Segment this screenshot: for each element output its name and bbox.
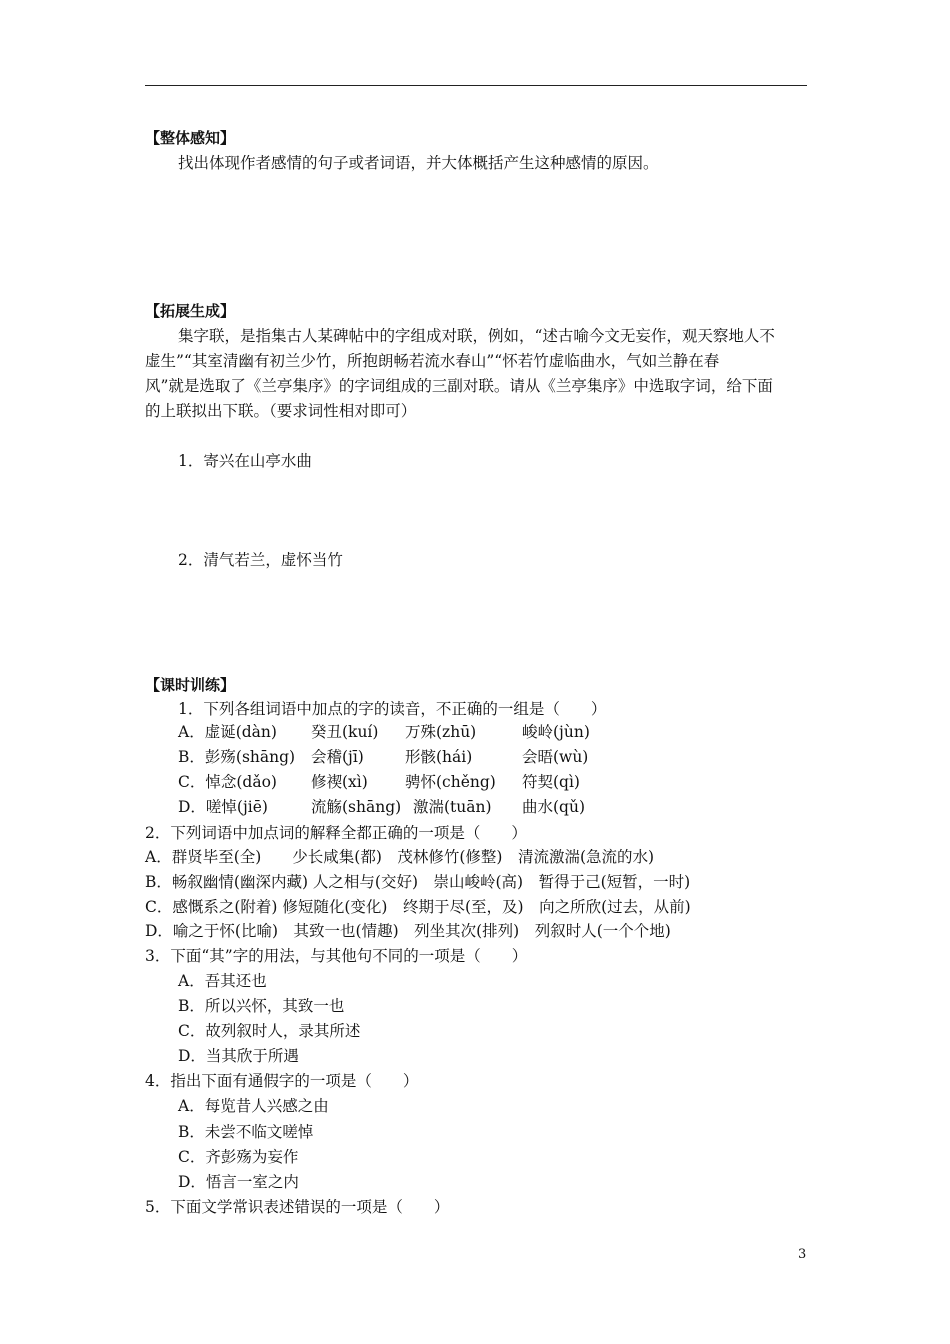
q3-option-d: D．当其欣于所遇: [178, 1047, 299, 1065]
overall-task-text: 找出体现作者感情的句子或者词语，并大体概括产生这种感情的原因。: [178, 154, 659, 172]
q3-option-b: B．所以兴怀，其致一也: [178, 997, 345, 1015]
question-1-stem: 1．下列各组词语中加点的字的读音，不正确的一组是（ ）: [178, 700, 607, 718]
q1-option-a-3: 万殊(zhū): [405, 723, 477, 741]
extension-paragraph-line: 集字联，是指集古人某碑帖中的字组成对联，例如，“述古喻今文无妄作，观天察地人不: [178, 327, 775, 345]
q3-option-a: A．吾其还也: [178, 972, 267, 990]
q4-option-c: C．齐彭殇为妄作: [178, 1148, 299, 1166]
q4-option-b: B．未尝不临文嗟悼: [178, 1123, 314, 1141]
q2-option-b: B．畅叙幽情(幽深内藏) 人之相与(交好) 崇山峻岭(高) 暂得于己(短暂，一时): [145, 873, 691, 891]
extension-paragraph-line: 的上联拟出下联。（要求词性相对即可）: [145, 402, 417, 420]
question-5-stem: 5．下面文学常识表述错误的一项是（ ）: [145, 1198, 450, 1216]
q1-option-d-2: 流觞(shāng): [311, 798, 402, 816]
page-number: 3: [798, 1247, 807, 1262]
q1-option-d-1: D．嗟悼(jiē): [178, 798, 268, 816]
q1-option-d-3: 激湍(tuān): [413, 798, 492, 816]
q3-option-c: C．故列叙时人，录其所述: [178, 1022, 361, 1040]
q1-option-d-4: 曲水(qǔ): [522, 798, 585, 816]
q2-option-d: D．喻之于怀(比喻) 其致一也(情趣) 列坐其次(排列) 列叙时人(一个个地): [145, 922, 671, 940]
question-4-stem: 4．指出下面有通假字的一项是（ ）: [145, 1072, 419, 1090]
couplet-item-1: 1．寄兴在山亭水曲: [178, 452, 312, 470]
q1-option-a-2: 癸丑(kuí): [311, 723, 379, 741]
section-heading-training: 【课时训练】: [145, 676, 236, 694]
q1-option-b-3: 形骸(hái): [405, 748, 473, 766]
extension-paragraph-line: 虚生”“其室清幽有初兰少竹，所抱朗畅若流水春山”“怀若竹虚临曲水，气如兰静在春: [145, 352, 720, 370]
q1-option-b-1: B．彭殇(shāng): [178, 748, 296, 766]
q1-option-c-1: C．悼念(dǎo): [178, 773, 277, 791]
section-heading-extension: 【拓展生成】: [145, 302, 236, 320]
couplet-item-2: 2．清气若兰，虚怀当竹: [178, 551, 343, 569]
q1-option-c-2: 修禊(xì): [311, 773, 368, 791]
question-3-stem: 3．下面“其”字的用法，与其他句不同的一项是（ ）: [145, 947, 528, 965]
q2-option-a: A．群贤毕至(全) 少长咸集(都) 茂林修竹(修整) 清流激湍(急流的水): [145, 848, 655, 866]
q1-option-b-2: 会稽(jī): [311, 748, 364, 766]
q4-option-a: A．每览昔人兴感之由: [178, 1097, 329, 1115]
question-2-stem: 2．下列词语中加点词的解释全都正确的一项是（ ）: [145, 824, 527, 842]
q1-option-a-4: 峻岭(jùn): [522, 723, 590, 741]
section-heading-overall: 【整体感知】: [145, 129, 236, 147]
q4-option-d: D．悟言一室之内: [178, 1173, 299, 1191]
header-rule: [145, 85, 807, 86]
q1-option-b-4: 会晤(wù): [522, 748, 589, 766]
q1-option-a-1: A．虚诞(dàn): [178, 723, 277, 741]
q1-option-c-3: 骋怀(chěng): [405, 773, 496, 791]
q1-option-c-4: 符契(qì): [522, 773, 580, 791]
extension-paragraph-line: 风”就是选取了《兰亭集序》的字词组成的三副对联。请从《兰亭集序》中选取字词，给下面: [145, 377, 773, 395]
q2-option-c: C．感慨系之(附着) 修短随化(变化) 终期于尽(至，及) 向之所欣(过去，从前): [145, 898, 691, 916]
